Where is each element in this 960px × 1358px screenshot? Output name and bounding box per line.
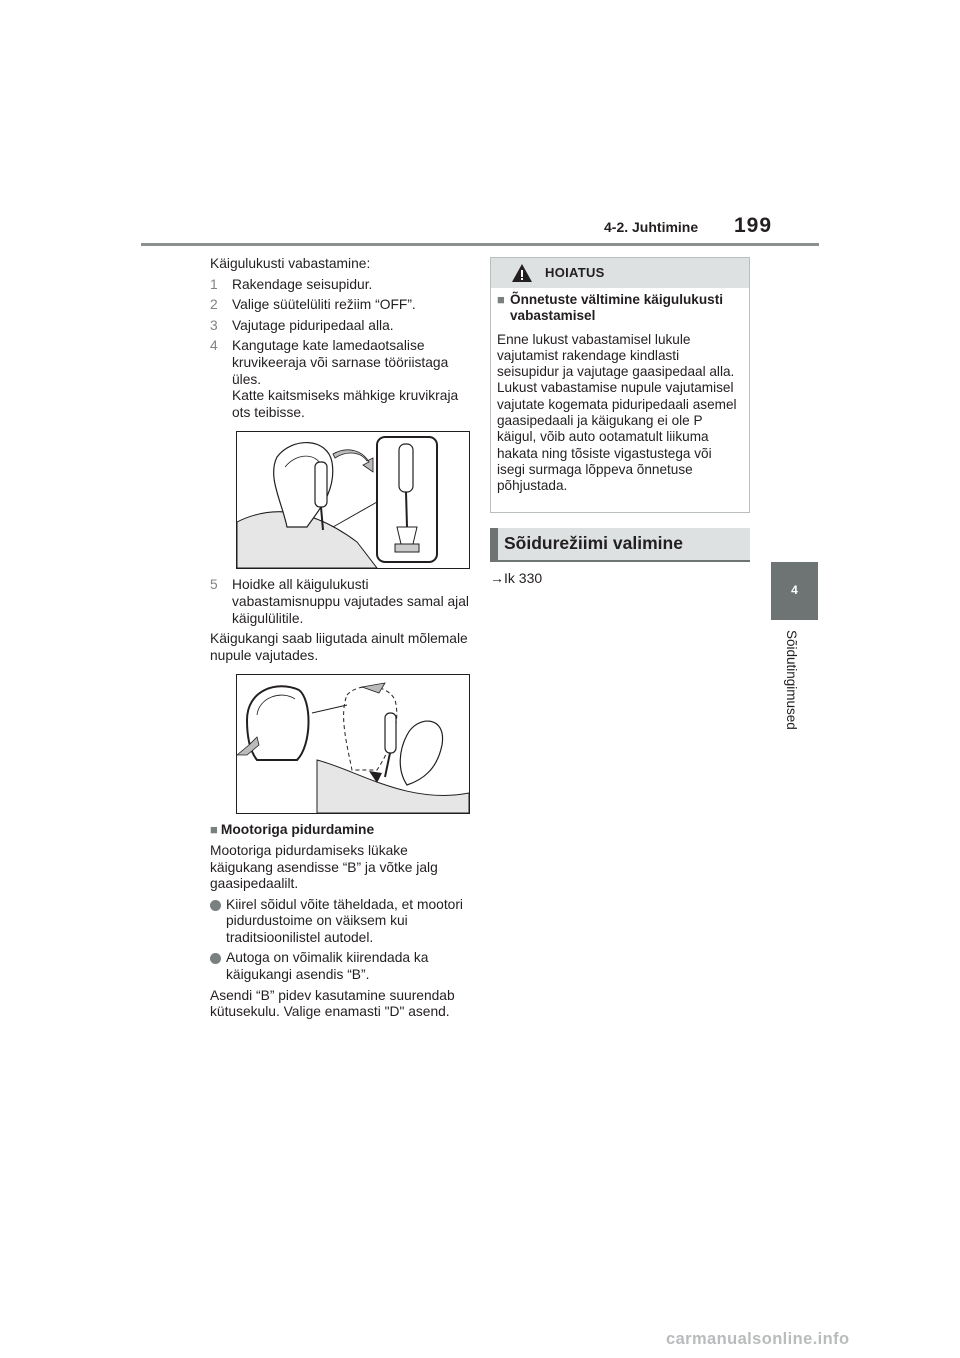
step-text: Vajutage piduripedaal alla. xyxy=(232,317,394,333)
step-note: Katte kaitsmiseks mähkige kruvikraja ots teibisse. xyxy=(232,388,459,420)
page-reference: →Ik 330 xyxy=(490,570,543,586)
intro-text: Käigulukusti vabastamine: xyxy=(210,256,371,271)
chapter-label: Sõidutingimused xyxy=(784,630,799,730)
step-4 xyxy=(210,338,470,421)
step-number: 1 xyxy=(210,276,218,292)
section-title: 4-2. Juhtimine xyxy=(604,219,699,235)
closing-text: Asendi “B” pidev kasutamine suurendab kütusekulu. Valige enamasti "D" asend. xyxy=(210,987,455,1020)
header-rule xyxy=(141,243,819,246)
watermark: carmanualsonline.info xyxy=(666,1330,850,1348)
illustration-screwdriver-cover xyxy=(236,431,470,569)
warning-box xyxy=(490,257,750,513)
square-bullet-icon: ■ xyxy=(210,822,218,838)
step-3 xyxy=(210,318,470,335)
warning-header xyxy=(491,258,749,288)
chapter-number: 4 xyxy=(791,583,798,597)
warning-title: HOIATUS xyxy=(545,265,605,280)
step-text: Rakendage seisupidur. xyxy=(232,276,373,292)
bullet-dot-icon xyxy=(210,953,221,964)
step-1 xyxy=(210,277,470,294)
left-column xyxy=(210,256,470,1025)
illustration-release-button xyxy=(236,674,470,814)
section-heading xyxy=(490,528,750,562)
warning-text-2: Lukust vabastamise nupule vajutamisel vajutate kogemata piduripedaali asemel gaasipedaali ja käigukang ei ole P käigul, võib auto ootamatult liikuma hakata ning tõsiste vigastustega või isegi surmaga lõppeva õnnetuse põhjustada. xyxy=(497,380,737,494)
warning-triangle-icon xyxy=(511,263,533,283)
warning-body xyxy=(491,288,749,495)
step-5 xyxy=(210,577,470,627)
step-2 xyxy=(210,297,470,314)
shifter-cover-illustration xyxy=(237,432,469,568)
section-heading-bar xyxy=(490,528,498,560)
bullet-item: Kiirel sõidul võite täheldada, et mootori pidurdustoime on väiksem kui traditsioonilistel autodel. xyxy=(210,897,470,947)
bullet-item: Autoga on võimalik kiirendada ka käigukangi asendis “B”. xyxy=(210,950,470,983)
step-number: 2 xyxy=(210,297,218,313)
release-button-illustration xyxy=(237,675,469,813)
subheading-engine-braking: ■ Mootoriga pidurdamine xyxy=(210,822,375,838)
warning-text-1: Enne lukust vabastamisel lukule vajutamist rakendage kindlasti seisupidur ja vajutage gaasipedaal alla. xyxy=(497,331,735,380)
step-text: Kangutage kate lamedaotsalise kruvikeeraja või sarnase tööriistaga üles. xyxy=(232,338,449,387)
step-text: Hoidke all käigulukusti vabastamisnuppu vajutades samal ajal käigulülitile. xyxy=(232,577,469,626)
step-number: 3 xyxy=(210,317,218,333)
engine-braking-text: Mootoriga pidurdamiseks lükake käigukang asendisse “B” ja võtke jalg gaasipedaalilt. xyxy=(210,842,438,892)
warning-subtitle: ■ Õnnetuste vältimine käigulukusti vabastamisel xyxy=(497,292,724,324)
step-number: 4 xyxy=(210,338,218,354)
square-bullet-icon: ■ xyxy=(497,292,505,307)
bullet-dot-icon xyxy=(210,900,221,911)
step5-followup: Käigukangi saab liigutada ainult mõlemale nupule vajutades. xyxy=(210,631,468,663)
section-heading-title: Sõidurežiimi valimine xyxy=(504,533,683,553)
step-text: Valige süütelüliti režiim “OFF”. xyxy=(232,297,416,313)
step-number: 5 xyxy=(210,577,218,593)
page-number: 199 xyxy=(734,214,773,237)
